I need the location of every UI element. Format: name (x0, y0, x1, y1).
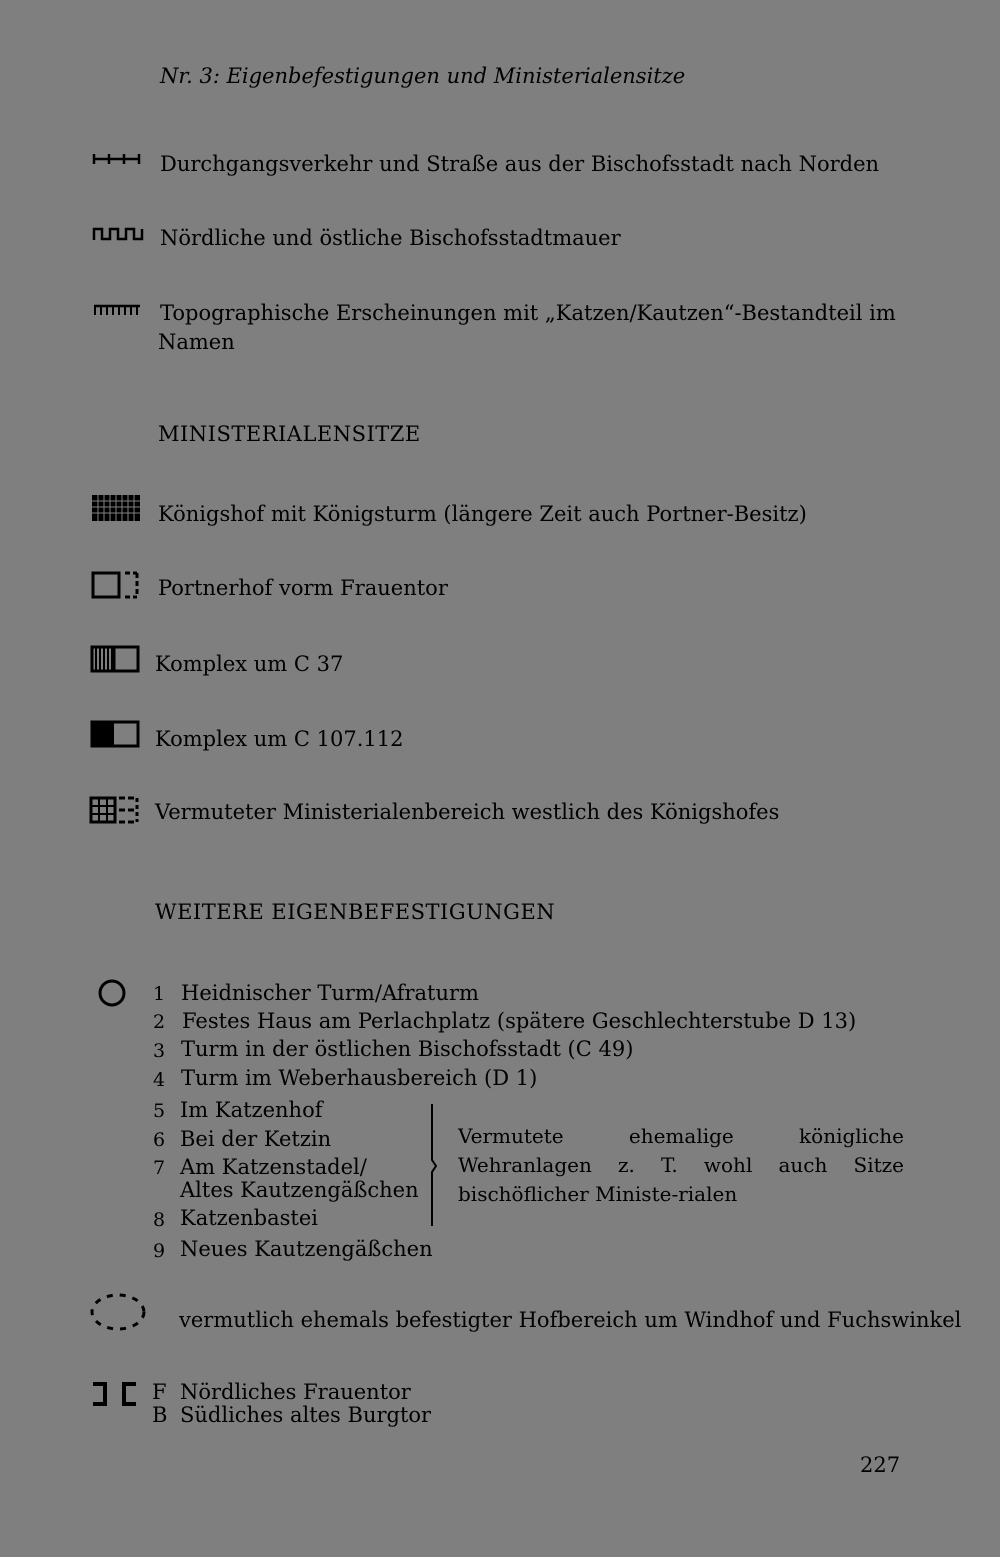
list-item: Festes Haus am Perlachplatz (spätere Geschlechterstube D 13) (182, 1009, 857, 1033)
ministerial-item-koenigshof: Königshof mit Königsturm (längere Zeit auch Portner-Besitz) (158, 502, 807, 526)
list-item-cont: Altes Kautzengäßchen (180, 1178, 419, 1202)
ministerial-item-portnerhof: Portnerhof vorm Frauentor (158, 576, 448, 600)
list-number: 4 (153, 1069, 166, 1091)
list-item: Bei der Ketzin (180, 1127, 332, 1151)
ministerial-item-c37: Komplex um C 37 (155, 652, 344, 676)
list-number: 3 (153, 1040, 166, 1062)
circle-icon (97, 978, 127, 1008)
heading-weitere-eigenbefestigungen: WEITERE EIGENBEFESTIGUNGEN (155, 900, 556, 924)
list-item: Heidnischer Turm/Afraturm (181, 981, 479, 1005)
half-filled-rectangle-icon (90, 720, 140, 748)
gate-letter-b: B (152, 1403, 168, 1427)
dashed-circle-icon (88, 1290, 148, 1334)
list-number: 6 (153, 1129, 166, 1151)
brace-icon (424, 1102, 440, 1228)
gate-text-b: Südliches altes Burgtor (180, 1403, 432, 1427)
bracket-note: Vermutete ehemalige königliche Wehranlagen z. T. wohl auch Sitze bischöflicher Ministe-rialen (458, 1124, 904, 1206)
striped-rectangle-icon (90, 645, 140, 673)
legend-wall-text: Nördliche und östliche Bischofsstadtmauer (160, 226, 621, 250)
heading-ministerialensitze: MINISTERIALENSITZE (158, 422, 421, 446)
list-item: Turm im Weberhausbereich (D 1) (181, 1066, 538, 1090)
list-number: 7 (153, 1157, 166, 1179)
list-item: Am Katzenstadel/ (180, 1155, 367, 1179)
ministerial-item-vermutet: Vermuteter Ministerialenbereich westlich des Königshofes (155, 800, 780, 824)
list-item: Im Katzenhof (180, 1098, 323, 1122)
legend-hatched-text-cont: Namen (158, 330, 235, 354)
dense-grid-block-icon (91, 494, 141, 522)
gate-brackets-icon (90, 1381, 140, 1407)
page-number: 227 (860, 1453, 901, 1477)
list-number: 8 (153, 1209, 166, 1231)
hatched-line-icon (92, 304, 142, 316)
list-number: 9 (153, 1240, 166, 1262)
grid-dashed-block-icon (89, 794, 141, 826)
legend-hatched-text: Topographische Erscheinungen mit „Katzen/Kautzen“-Bestandteil im (160, 301, 896, 325)
gate-text-f: Nördliches Frauentor (180, 1380, 411, 1404)
list-item: Neues Kautzengäßchen (180, 1237, 433, 1261)
wall-line-icon (92, 226, 144, 242)
list-number: 1 (153, 983, 166, 1005)
open-square-dashed-icon (91, 570, 141, 600)
gate-letter-f: F (152, 1380, 167, 1404)
road-line-icon (92, 152, 142, 166)
list-number: 2 (153, 1011, 166, 1033)
list-item: Turm in der östlichen Bischofsstadt (C 49) (181, 1037, 634, 1061)
list-number: 5 (153, 1100, 166, 1122)
legend-road-text: Durchgangsverkehr und Straße aus der Bischofsstadt nach Norden (160, 152, 880, 176)
page-title: Nr. 3: Eigenbefestigungen und Ministerialensitze (160, 64, 686, 88)
ministerial-item-c107: Komplex um C 107.112 (155, 727, 404, 751)
dashed-circle-text: vermutlich ehemals befestigter Hofbereich um Windhof und Fuchswinkel (179, 1308, 962, 1332)
list-item: Katzenbastei (180, 1206, 318, 1230)
